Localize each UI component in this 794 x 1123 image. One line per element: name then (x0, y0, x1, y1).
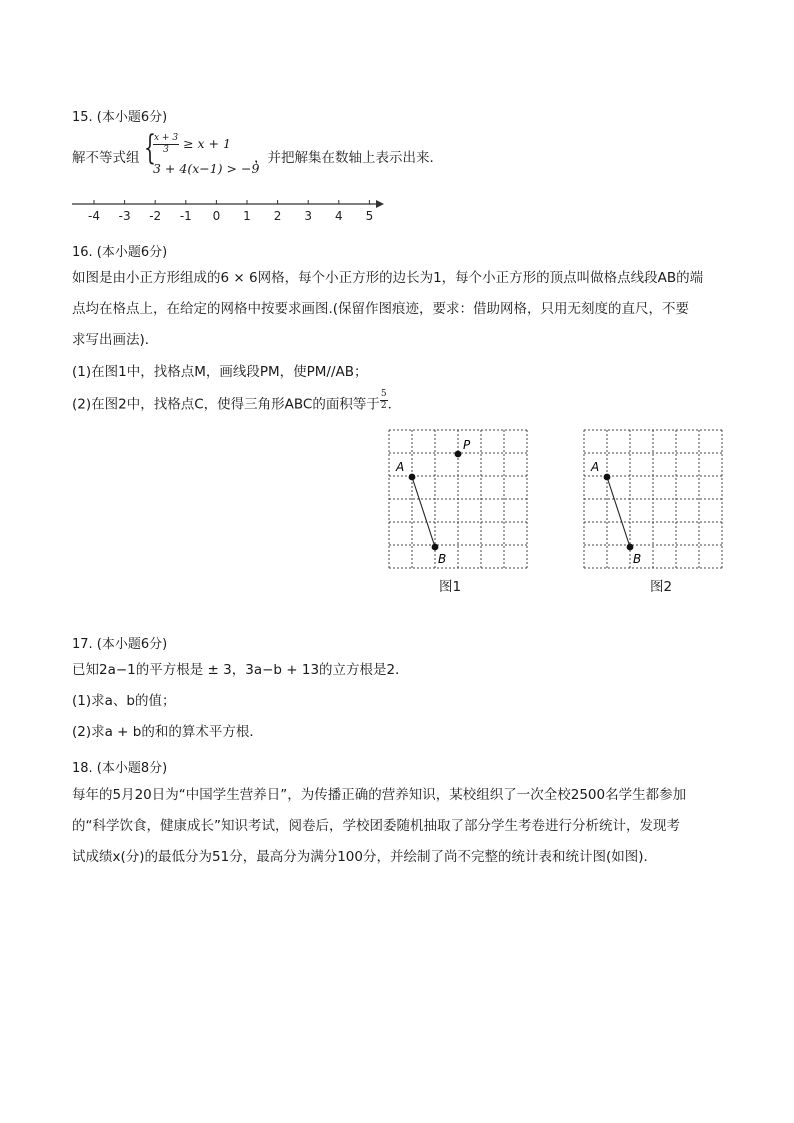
label-b: B (438, 552, 447, 566)
tick-label: 5 (365, 209, 374, 223)
q17-part1: (1)求a、b的值； (72, 693, 176, 709)
q16-line1: 如图是由小正方形组成的6 × 6网格，每个小正方形的边长为1，每个小正方形的顶点叫做格点线段AB的端 (72, 270, 704, 286)
point-a (409, 474, 416, 481)
tick-label: 3 (304, 209, 313, 223)
q16-part2-after: ． (387, 396, 402, 413)
tick-label: -4 (88, 209, 100, 223)
q16-part1: (1)在图1中，找格点M，画线段PM，使PM//AB； (72, 364, 368, 380)
q18-line2: 的“科学饮食，健康成长”知识考试，阅卷后，学校团委随机抽取了部分学生考卷进行分析统计，发现考 (72, 818, 680, 834)
q16-part2-frac-num: 5 (380, 389, 387, 399)
figure-2 (575, 420, 725, 580)
q17-line1: 已知2a−1的平方根是 ± 3，3a−b + 13的立方根是2． (72, 662, 409, 678)
point-a (604, 474, 611, 481)
label-p: P (463, 438, 471, 452)
figure-2-caption: 图2 (650, 579, 673, 595)
q15-ineq1-num: x + 3 (154, 133, 179, 143)
q16-heading: 16. (本小题6分) (72, 245, 168, 260)
point-b (627, 544, 634, 551)
q18-line1: 每年的5月20日为“中国学生营养日”，为传播正确的营养知识，某校组织了一次全校2500名学生都参加 (72, 787, 687, 803)
figure-1-caption: 图1 (439, 579, 462, 595)
q15-heading: 15. (本小题6分) (72, 110, 168, 125)
tick-label: -3 (118, 209, 131, 223)
tick-label: 4 (334, 209, 343, 223)
point-b (432, 544, 439, 551)
label-b: B (633, 552, 642, 566)
number-line (66, 194, 396, 224)
label-a: A (396, 460, 405, 474)
q18-heading: 18. (本小题8分) (72, 761, 168, 776)
q17-heading: 17. (本小题6分) (72, 637, 168, 652)
q16-line2: 点均在格点上，在给定的网格中按要求画图.(保留作图痕迹，要求：借助网格，只用无刻度的直尺，不要 (72, 301, 690, 317)
q18-line3: 试成绩x(分)的最低分为51分，最高分为满分100分，并绘制了尚不完整的统计表和统计图(如图)． (72, 849, 658, 865)
q16-part2-text: (2)在图2中，找格点C，使得三角形ABC的面积等于 (72, 396, 380, 413)
q15-ineq1 (153, 134, 231, 155)
q15-prompt-before: 解不等式组 (72, 150, 140, 166)
q15-prompt-after: ，并把解集在数轴上表示出来． (254, 150, 443, 166)
q15-ineq2: 3 + 4(x−1) > −9 (153, 161, 260, 176)
segment-ab (412, 477, 435, 547)
tick-label: -1 (179, 209, 192, 223)
grid-2 (584, 430, 722, 568)
q15-ineq1-den: 3 (163, 145, 169, 155)
figure-1 (380, 420, 530, 580)
q15-inequality-system (144, 128, 264, 178)
tick-label: 0 (212, 209, 221, 223)
tick-label: -2 (149, 209, 162, 223)
point-p (455, 451, 462, 458)
tick-label: 2 (273, 209, 282, 223)
brace-symbol: { (144, 128, 156, 168)
number-line-arrow (376, 200, 384, 208)
q15-ineq1-rest: ≥ x + 1 (183, 136, 231, 151)
segment-ab (607, 477, 630, 547)
q16-part2 (72, 389, 402, 413)
q16-part2-frac-den: 2 (380, 401, 387, 411)
label-a: A (591, 460, 600, 474)
tick-label: 1 (243, 209, 251, 223)
q17-part2: (2)求a + b的和的算术平方根． (72, 724, 263, 740)
q16-line3: 求写出画法)． (72, 332, 159, 348)
